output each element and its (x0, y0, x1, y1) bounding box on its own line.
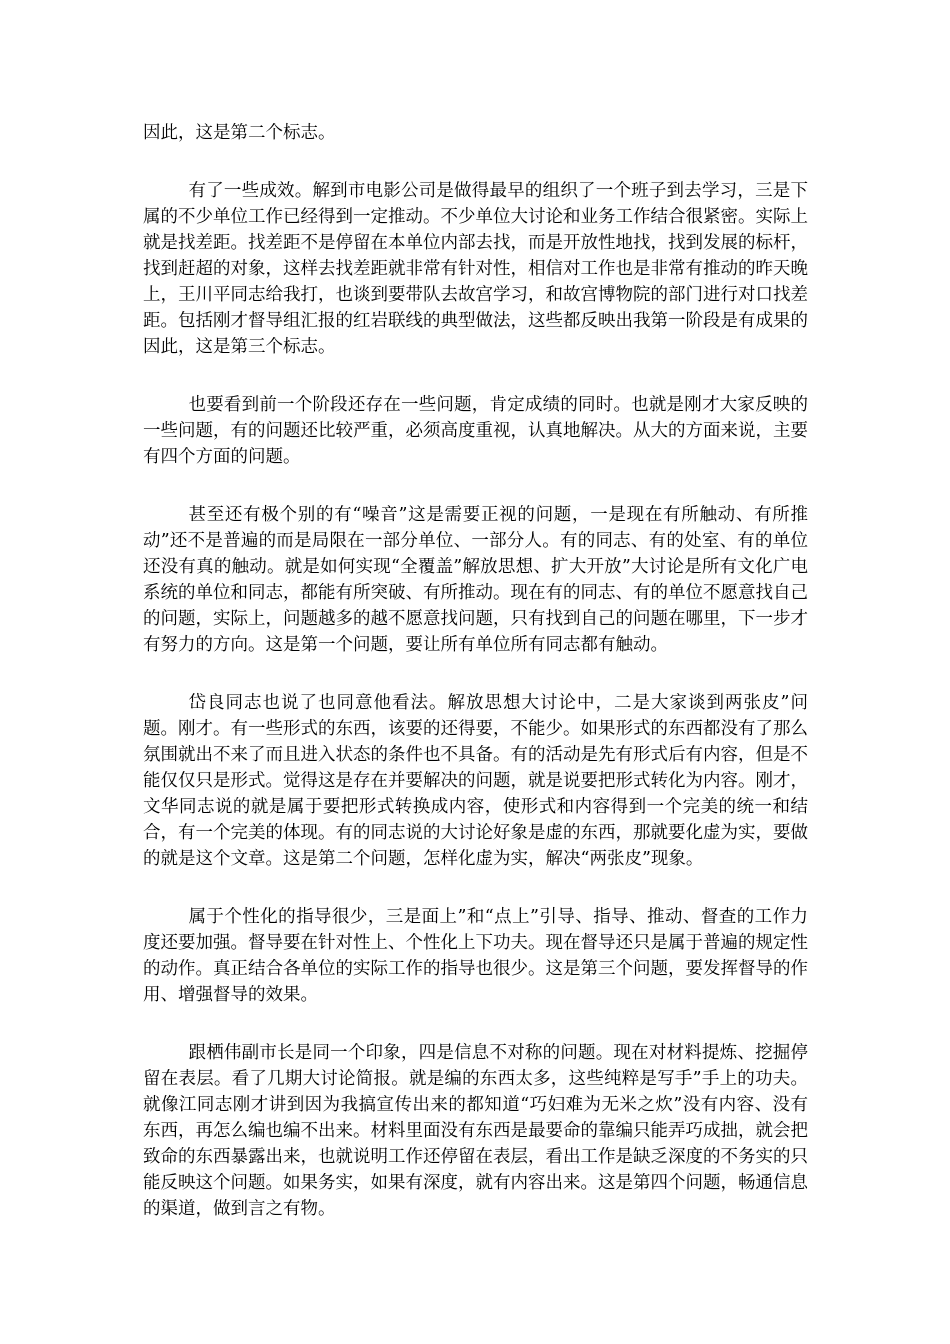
paragraph: 岱良同志也说了也同意他看法。解放思想大讨论中，二是大家谈到两张皮”问题。刚才。有一些形式的东西，该要的还得要，不能少。如果形式的东西都没有了那么氛围就出不来了而且进入状态的条件也不具备。有的活动是先有形式后有内容，但是不能仅仅只是形式。觉得这是存在并要解决的问题，就是说要把形式转化为内容。刚才，文华同志说的就是属于要把形式转换成内容，使形式和内容得到一个完美的统一和结合，有一个完美的体现。有的同志说的大讨论好象是虚的东西，那就要化虚为实，要做的就是这个文章。这是第二个问题，怎样化虚为实，解决“两张皮”现象。 (143, 693, 808, 869)
document-body (143, 120, 808, 1254)
paragraph: 因此，这是第二个标志。 (143, 123, 336, 143)
paragraph: 甚至还有极个别的有“噪音”这是需要正视的问题，一是现在有所触动、有所推动”还不是普遍的而是局限在一部分单位、一部分人。有的同志、有的处室、有的单位还没有真的触动。就是如何实现“全覆盖”解放思想、扩大开放”大讨论是所有文化广电系统的单位和同志，都能有所突破、有所推动。现在有的同志、有的单位不愿意找自己的问题，实际上，问题越多的越不愿意找问题，只有找到自己的问题在哪里，下一步才有努力的方向。这是第一个问题，要让所有单位所有同志都有触动。 (143, 505, 808, 655)
paragraph: 跟栖伟副市长是同一个印象，四是信息不对称的问题。现在对材料提炼、挖掘停留在表层。看了几期大讨论简报。就是编的东西太多，这些纯粹是写手”手上的功夫。就像江同志刚才讲到因为我搞宣传出来的都知道“巧妇难为无米之炊”没有内容、没有东西，再怎么编也编不出来。材料里面没有东西是最要命的靠编只能弄巧成拙，就会把致命的东西暴露出来，也就说明工作还停留在表层，看出工作是缺乏深度的不务实的只能反映这个问题。如果务实，如果有深度，就有内容出来。这是第四个问题，畅通信息的渠道，做到言之有物。 (143, 1043, 808, 1219)
paragraph: 有了一些成效。解到市电影公司是做得最早的组织了一个班子到去学习，三是下属的不少单位工作已经得到一定推动。不少单位大讨论和业务工作结合很紧密。实际上就是找差距。找差距不是停留在本单位内部去找，而是开放性地找，找到发展的标杆，找到赶超的对象，这样去找差距就非常有针对性，相信对工作也是非常有推动的昨天晚上，王川平同志给我打，也谈到要带队去故宫学习，和故宫博物院的部门进行对口找差距。包括刚才督导组汇报的红岩联线的典型做法，这些都反映出我第一阶段是有成果的因此，这是第三个标志。 (143, 181, 808, 357)
paragraph: 也要看到前一个阶段还存在一些问题，肯定成绩的同时。也就是刚才大家反映的一些问题，有的问题还比较严重，必须高度重视，认真地解决。从大的方面来说，主要有四个方面的问题。 (143, 395, 808, 467)
paragraph: 属于个性化的指导很少，三是面上”和“点上”引导、指导、推动、督查的工作力度还要加强。督导要在针对性上、个性化上下功夫。现在督导还只是属于普遍的规定性的动作。真正结合各单位的实际工作的指导也很少。这是第三个问题，要发挥督导的作用、增强督导的效果。 (143, 907, 808, 1005)
